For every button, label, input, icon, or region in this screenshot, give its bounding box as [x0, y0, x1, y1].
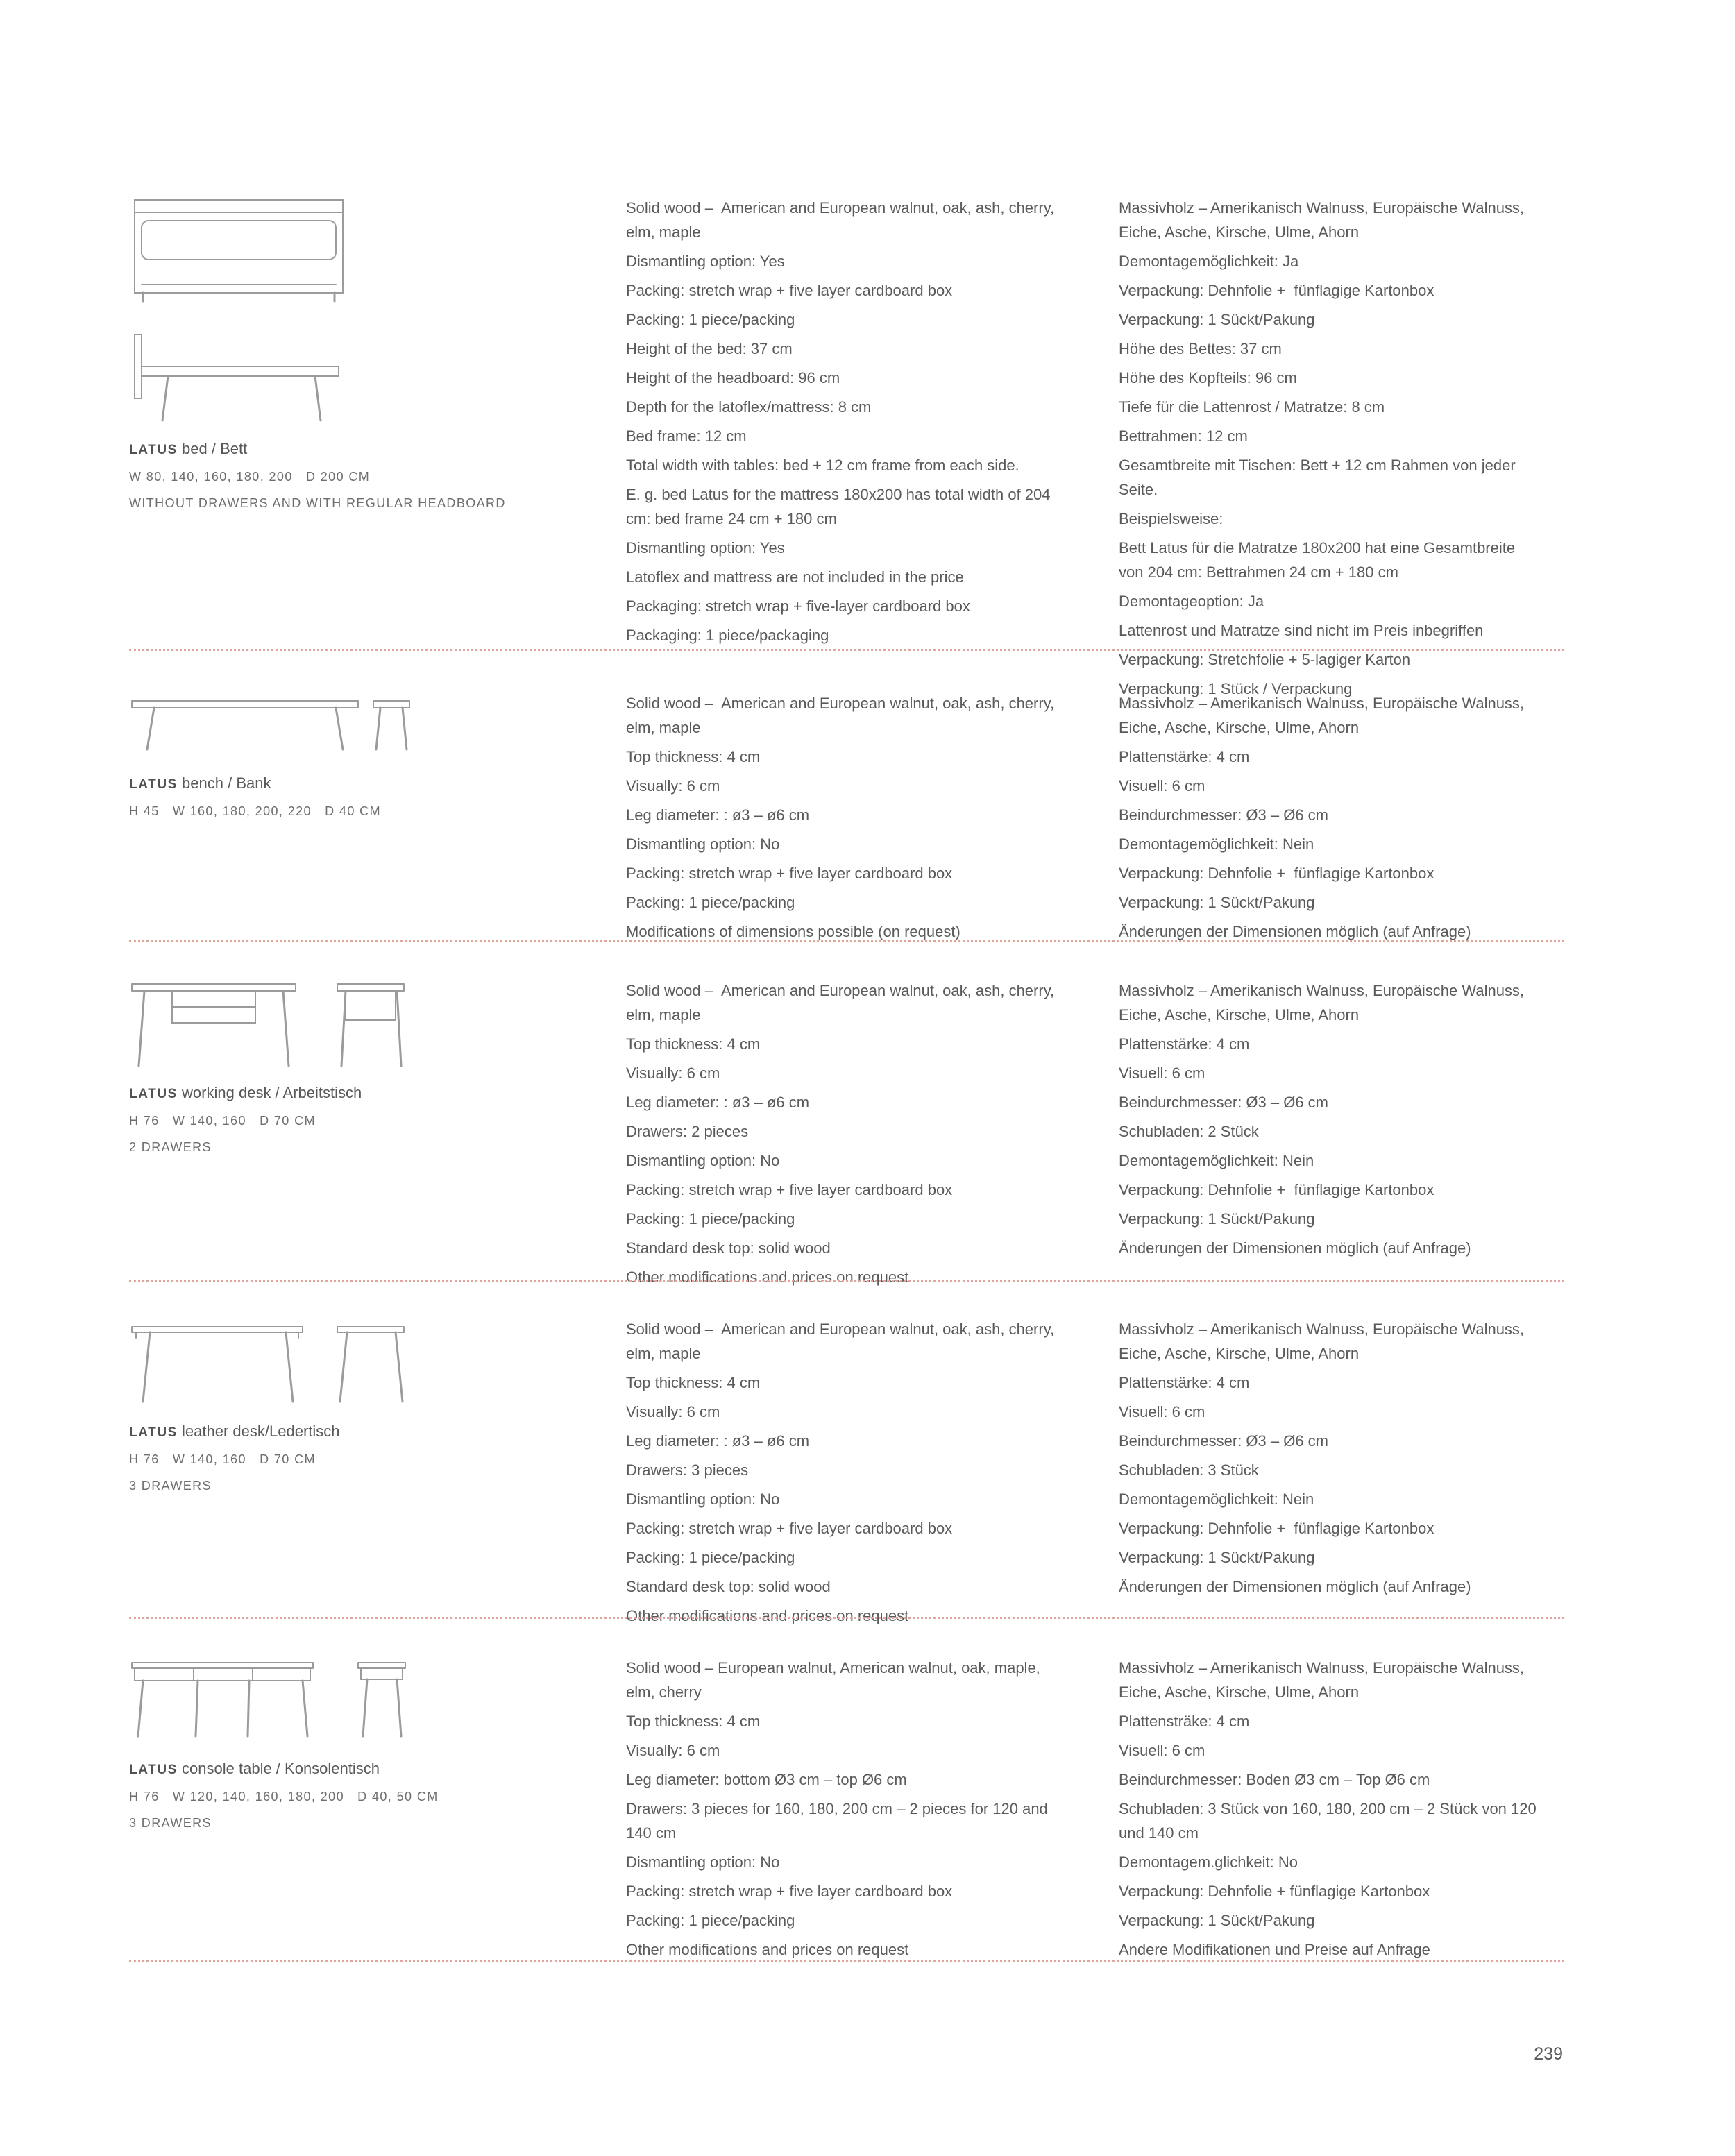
spec-line: Beindurchmesser: Ø3 – Ø6 cm	[1119, 1094, 1329, 1111]
spec-line: Height of the headboard: 96 cm	[626, 369, 840, 387]
spec-line: Visuell: 6 cm	[1119, 1403, 1205, 1420]
spec-line: Dismantling option: No	[626, 835, 780, 853]
spec-line: Massivholz – Amerikanisch Walnuss, Europäische Walnuss, Eiche, Asche, Kirsche, Ulme, Ahorn	[1119, 695, 1529, 736]
spec-line: Top thickness: 4 cm	[626, 1035, 761, 1053]
product-title	[129, 1756, 598, 1783]
product-title	[129, 1418, 598, 1446]
spec-line: Top thickness: 4 cm	[626, 1713, 761, 1730]
spec-line: Verpackung: 1 Sückt/Pakung	[1119, 1912, 1315, 1929]
spec-line: Leg diameter: : ø3 – ø6 cm	[626, 806, 810, 824]
spec-line: Solid wood – American and European walnut, oak, ash, cherry, elm, maple	[626, 982, 1059, 1024]
product-label	[129, 1756, 598, 1836]
spec-line: Dismantling option: Yes	[626, 539, 785, 557]
product-label	[129, 436, 598, 516]
product-dimensions: W 80, 140, 160, 180, 200 D 200 CM	[129, 470, 371, 484]
spec-line: Leg diameter: bottom Ø3 cm – top Ø6 cm	[626, 1771, 907, 1788]
spec-line: Demontagemöglichkeit: Nein	[1119, 835, 1314, 853]
spec-line: Verpackung: Dehnfolie + fünflagige Kartonbox	[1119, 1883, 1430, 1900]
spec-line: Solid wood – European walnut, American walnut, oak, maple, elm, cherry	[626, 1659, 1044, 1701]
page-number: 239	[1534, 2044, 1563, 2064]
product-name: bed / Bett	[182, 440, 248, 457]
product-title	[129, 1080, 598, 1107]
spec-line: Dismantling option: No	[626, 1152, 780, 1169]
specs-german	[1119, 691, 1589, 949]
spec-line: Höhe des Bettes: 37 cm	[1119, 340, 1282, 357]
specs-german	[1119, 978, 1589, 1265]
spec-line: Packing: 1 piece/packing	[626, 894, 795, 911]
spec-line: Tiefe für die Lattenrost / Matratze: 8 cm	[1119, 398, 1385, 416]
spec-line: Top thickness: 4 cm	[626, 1374, 761, 1391]
product-name: console table / Konsolentisch	[182, 1760, 380, 1777]
spec-line: Height of the bed: 37 cm	[626, 340, 793, 357]
product-note: WITHOUT DRAWERS AND WITH REGULAR HEADBOARD	[129, 496, 506, 510]
spec-line: Packing: stretch wrap + five layer cardboard box	[626, 282, 953, 299]
product-brand: LATUS	[129, 1087, 178, 1101]
spec-line: Visually: 6 cm	[626, 777, 720, 795]
product-dimensions: H 76 W 120, 140, 160, 180, 200 D 40, 50 CM	[129, 1790, 439, 1803]
spec-line: Packaging: stretch wrap + five-layer cardboard box	[626, 597, 970, 615]
product-title	[129, 770, 598, 798]
spec-line: Massivholz – Amerikanisch Walnuss, Europäische Walnuss, Eiche, Asche, Kirsche, Ulme, Ahorn	[1119, 1659, 1529, 1701]
product-label	[129, 1418, 598, 1499]
specs-german	[1119, 1656, 1589, 1967]
product-brand: LATUS	[129, 777, 178, 792]
specs-english	[626, 196, 1119, 652]
spec-line: Solid wood – American and European walnut, oak, ash, cherry, elm, maple	[626, 199, 1059, 241]
spec-line: Beindurchmesser: Boden Ø3 cm – Top Ø6 cm	[1119, 1771, 1430, 1788]
spec-line: Plattenstärke: 4 cm	[1119, 1374, 1250, 1391]
spec-line: Visually: 6 cm	[626, 1742, 720, 1759]
spec-line: Demontagemöglichkeit: Nein	[1119, 1491, 1314, 1508]
spec-line: E. g. bed Latus for the mattress 180x200 has total width of 204 cm: bed frame 24 cm + 180 cm	[626, 486, 1055, 527]
spec-line: Drawers: 3 pieces for 160, 180, 200 cm – 2 pieces for 120 and 140 cm	[626, 1800, 1052, 1842]
spec-line: Packing: 1 piece/packing	[626, 1549, 795, 1566]
spec-line: Demontagemöglichkeit: Ja	[1119, 253, 1299, 270]
product-dimensions: H 45 W 160, 180, 200, 220 D 40 CM	[129, 804, 381, 818]
spec-line: Dismantling option: No	[626, 1491, 780, 1508]
spec-line: Modifications of dimensions possible (on request)	[626, 923, 960, 940]
spec-line: Plattensträke: 4 cm	[1119, 1713, 1250, 1730]
specs-english	[626, 691, 1119, 949]
spec-line: Verpackung: Dehnfolie + fünflagige Kartonbox	[1119, 865, 1434, 882]
spec-line: Bettrahmen: 12 cm	[1119, 427, 1248, 445]
spec-line: Standard desk top: solid wood	[626, 1239, 831, 1257]
product-section-working-desk	[129, 978, 1589, 1294]
spec-line: Verpackung: 1 Sückt/Pakung	[1119, 1210, 1315, 1228]
spec-line: Packaging: 1 piece/packaging	[626, 627, 829, 644]
spec-line: Schubladen: 2 Stück	[1119, 1123, 1259, 1140]
spec-line: Standard desk top: solid wood	[626, 1578, 831, 1595]
section-separator	[129, 1617, 1564, 1619]
spec-line: Visuell: 6 cm	[1119, 1742, 1205, 1759]
spec-line: Bett Latus für die Matratze 180x200 hat eine Gesamtbreite von 204 cm: Bettrahmen 24 cm + 180 cm	[1119, 539, 1520, 581]
leather-desk-illustration	[129, 1321, 598, 1407]
spec-line: Verpackung: Stretchfolie + 5-lagiger Karton	[1119, 651, 1411, 668]
spec-line: Dismantling option: No	[626, 1853, 780, 1871]
spec-line: Änderungen der Dimensionen möglich (auf Anfrage)	[1119, 923, 1471, 940]
product-section-bench	[129, 691, 1589, 949]
spec-line: Packing: stretch wrap + five layer cardboard box	[626, 1883, 953, 1900]
spec-line: Beindurchmesser: Ø3 – Ø6 cm	[1119, 1432, 1329, 1450]
spec-line: Other modifications and prices on request	[626, 1941, 909, 1958]
product-name: working desk / Arbeitstisch	[182, 1084, 362, 1101]
product-note: 2 DRAWERS	[129, 1140, 212, 1154]
spec-line: Plattenstärke: 4 cm	[1119, 1035, 1250, 1053]
spec-line: Beindurchmesser: Ø3 – Ø6 cm	[1119, 806, 1329, 824]
spec-line: Visually: 6 cm	[626, 1403, 720, 1420]
spec-line: Verpackung: Dehnfolie + fünflagige Kartonbox	[1119, 1520, 1434, 1537]
console-table-illustration	[129, 1658, 598, 1742]
spec-line: Dismantling option: Yes	[626, 253, 785, 270]
spec-line: Massivholz – Amerikanisch Walnuss, Europäische Walnuss, Eiche, Asche, Kirsche, Ulme, Ahorn	[1119, 1321, 1529, 1362]
spec-line: Packing: 1 piece/packing	[626, 1912, 795, 1929]
spec-line: Änderungen der Dimensionen möglich (auf Anfrage)	[1119, 1578, 1471, 1595]
spec-line: Massivholz – Amerikanisch Walnuss, Europäische Walnuss, Eiche, Asche, Kirsche, Ulme, Ahorn	[1119, 982, 1529, 1024]
section-separator	[129, 1280, 1564, 1282]
specs-english	[626, 1317, 1119, 1633]
spec-line: Depth for the latoflex/mattress: 8 cm	[626, 398, 872, 416]
spec-line: Schubladen: 3 Stück	[1119, 1461, 1259, 1479]
product-name: bench / Bank	[182, 774, 271, 792]
spec-line: Verpackung: Dehnfolie + fünflagige Kartonbox	[1119, 1181, 1434, 1198]
product-note: 3 DRAWERS	[129, 1816, 212, 1830]
section-separator	[129, 940, 1564, 942]
spec-line: Höhe des Kopfteils: 96 cm	[1119, 369, 1297, 387]
spec-line: Änderungen der Dimensionen möglich (auf Anfrage)	[1119, 1239, 1471, 1257]
spec-line: Gesamtbreite mit Tischen: Bett + 12 cm Rahmen von jeder Seite.	[1119, 457, 1520, 498]
specs-german	[1119, 196, 1589, 706]
spec-line: Demontagemöglichkeit: Nein	[1119, 1152, 1314, 1169]
specs-german	[1119, 1317, 1589, 1604]
spec-line: Drawers: 3 pieces	[626, 1461, 749, 1479]
bench-illustration	[129, 694, 598, 754]
product-section-leather-desk	[129, 1317, 1589, 1633]
spec-line: Leg diameter: : ø3 – ø6 cm	[626, 1432, 810, 1450]
spec-line: Lattenrost und Matratze sind nicht im Preis inbegriffen	[1119, 622, 1484, 639]
specs-english	[626, 1656, 1119, 1967]
spec-line: Total width with tables: bed + 12 cm frame from each side.	[626, 457, 1019, 474]
product-brand: LATUS	[129, 1425, 178, 1440]
spec-line: Drawers: 2 pieces	[626, 1123, 749, 1140]
product-label	[129, 1080, 598, 1160]
spec-line: Leg diameter: : ø3 – ø6 cm	[626, 1094, 810, 1111]
spec-line: Visuell: 6 cm	[1119, 1064, 1205, 1082]
spec-line: Plattenstärke: 4 cm	[1119, 748, 1250, 765]
product-dimensions: H 76 W 140, 160 D 70 CM	[129, 1114, 316, 1128]
spec-line: Other modifications and prices on request	[626, 1268, 909, 1286]
spec-line: Latoflex and mattress are not included in the price	[626, 568, 964, 586]
spec-line: Packing: 1 piece/packing	[626, 311, 795, 328]
product-dimensions: H 76 W 140, 160 D 70 CM	[129, 1452, 316, 1466]
spec-line: Packing: 1 piece/packing	[626, 1210, 795, 1228]
product-brand: LATUS	[129, 1763, 178, 1777]
spec-line: Packing: stretch wrap + five layer cardboard box	[626, 1520, 953, 1537]
spec-line: Beispielsweise:	[1119, 510, 1224, 527]
product-label	[129, 770, 598, 824]
section-separator	[129, 649, 1564, 651]
spec-line: Other modifications and prices on request	[626, 1607, 909, 1624]
spec-line: Massivholz – Amerikanisch Walnuss, Europäische Walnuss, Eiche, Asche, Kirsche, Ulme, Ahorn	[1119, 199, 1529, 241]
spec-line: Top thickness: 4 cm	[626, 748, 761, 765]
bed-illustration	[129, 196, 598, 432]
spec-line: Verpackung: 1 Sückt/Pakung	[1119, 894, 1315, 911]
spec-line: Verpackung: 1 Stück / Verpackung	[1119, 680, 1353, 697]
section-separator	[129, 1960, 1564, 1962]
spec-line: Verpackung: 1 Sückt/Pakung	[1119, 1549, 1315, 1566]
working-desk-illustration	[129, 978, 598, 1070]
spec-line: Packing: stretch wrap + five layer cardboard box	[626, 1181, 953, 1198]
spec-line: Solid wood – American and European walnut, oak, ash, cherry, elm, maple	[626, 1321, 1059, 1362]
spec-line: Packing: stretch wrap + five layer cardboard box	[626, 865, 953, 882]
spec-line: Visuell: 6 cm	[1119, 777, 1205, 795]
spec-line: Solid wood – American and European walnut, oak, ash, cherry, elm, maple	[626, 695, 1059, 736]
spec-line: Demontagem.glichkeit: No	[1119, 1853, 1298, 1871]
spec-line: Demontageoption: Ja	[1119, 593, 1264, 610]
spec-line: Verpackung: Dehnfolie + fünflagige Kartonbox	[1119, 282, 1434, 299]
product-brand: LATUS	[129, 443, 178, 457]
spec-line: Bed frame: 12 cm	[626, 427, 747, 445]
spec-line: Visually: 6 cm	[626, 1064, 720, 1082]
product-title	[129, 436, 598, 464]
product-note: 3 DRAWERS	[129, 1479, 212, 1493]
specs-english	[626, 978, 1119, 1294]
product-section-console-table	[129, 1656, 1589, 1967]
spec-line: Andere Modifikationen und Preise auf Anfrage	[1119, 1941, 1430, 1958]
spec-line: Schubladen: 3 Stück von 160, 180, 200 cm – 2 Stück von 120 und 140 cm	[1119, 1800, 1541, 1842]
product-name: leather desk/Ledertisch	[182, 1423, 340, 1440]
product-section-bed	[129, 196, 1589, 706]
spec-line: Verpackung: 1 Sückt/Pakung	[1119, 311, 1315, 328]
